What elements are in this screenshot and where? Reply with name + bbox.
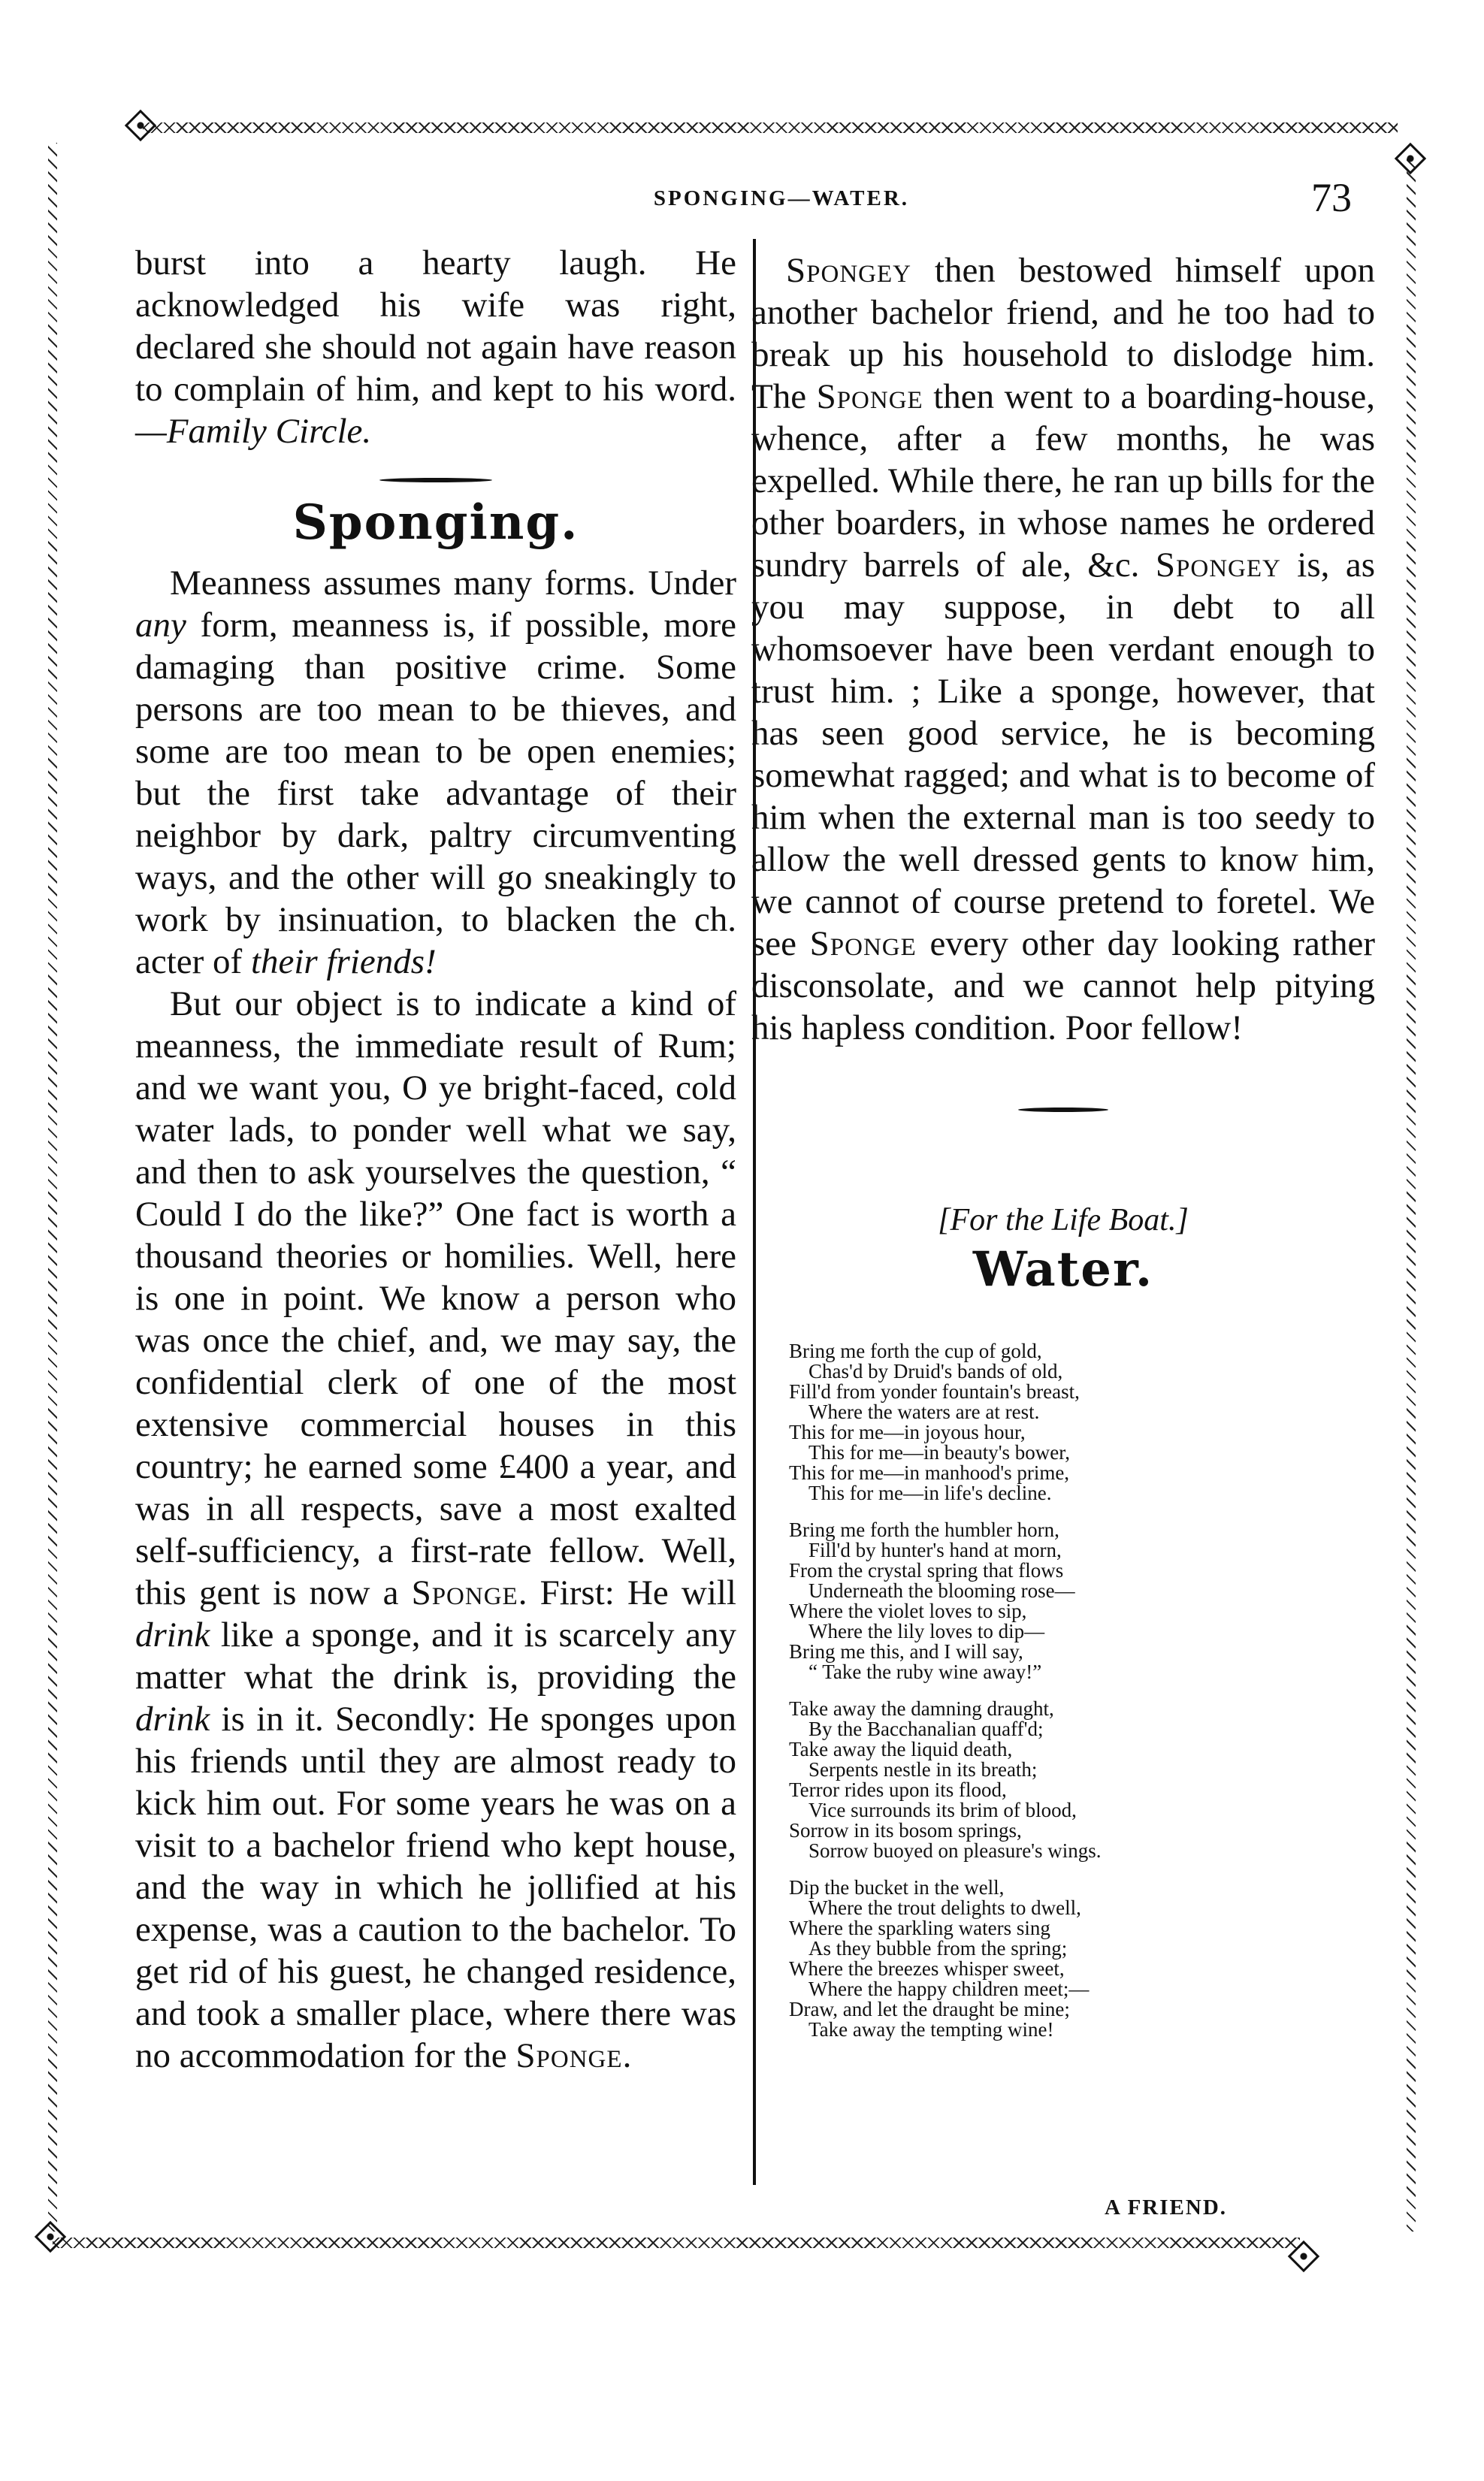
- poem-line: Sorrow buoyed on pleasure's wings.: [808, 1839, 1102, 1862]
- section-ornament: [1018, 1101, 1108, 1118]
- poem-line: Where the trout delights to dwell,: [808, 1896, 1081, 1919]
- section-ornament: [379, 472, 492, 488]
- section-title-sponging: Sponging.: [292, 494, 579, 551]
- decorative-border-bottom: [53, 2238, 1300, 2248]
- poem-line: Where the happy children meet;—: [808, 1978, 1090, 2000]
- paragraph-meanness: Meanness assumes many forms. Under any form, meanness is, if possible, more damaging than positive crime. Some persons are too mean to be thieves, and some are too mean to be open enemies; but the first take advantage of their neighbor by dark, paltry circumventing ways, and the other will go sneakingly to work by insinuation, to blacken the ch. acter of their friends!: [135, 564, 736, 981]
- poem-line: Vice surrounds its brim of blood,: [808, 1799, 1077, 1821]
- poem-line: Where the lily loves to dip—: [808, 1620, 1045, 1642]
- poem-line: By the Bacchanalian quaff'd;: [808, 1718, 1044, 1740]
- poem-line: Fill'd by hunter's hand at morn,: [808, 1539, 1062, 1561]
- poem-water: [789, 1341, 1285, 2056]
- poem-line: This for me—in manhood's prime,: [789, 1461, 1070, 1484]
- poem-line: Where the sparkling waters sing: [789, 1917, 1050, 1939]
- source-credit: —Family Circle.: [135, 412, 372, 451]
- poem-line: As they bubble from the spring;: [808, 1937, 1068, 1960]
- poem-line: Sorrow in its bosom springs,: [789, 1819, 1022, 1842]
- poem-line: Serpents nestle in its breath;: [808, 1758, 1038, 1781]
- poem-line: Bring me forth the humbler horn,: [789, 1519, 1059, 1541]
- left-column: [135, 242, 736, 2077]
- poem-signature: A FRIEND.: [1105, 2195, 1228, 2220]
- decorative-border-right: [1407, 158, 1416, 2232]
- border-corner-ornament: [1395, 143, 1426, 174]
- poem-line: “ Take the ruby wine away!”: [808, 1661, 1042, 1683]
- poem-line: This for me—in joyous hour,: [789, 1421, 1026, 1443]
- poem-stanza: [789, 1341, 1285, 1503]
- poem-line: Chas'd by Druid's bands of old,: [808, 1360, 1063, 1383]
- decorative-border-top: [143, 122, 1398, 133]
- decorative-border-left: [48, 143, 57, 2232]
- poem-line: Fill'd from yonder fountain's breast,: [789, 1380, 1080, 1403]
- poem-line: Where the waters are at rest.: [808, 1401, 1040, 1423]
- opening-paragraph: burst into a hearty laugh. He acknowledged his wife was right, declared she should not again have reason to complain of him, and kept to his word.—Family Circle.: [135, 243, 736, 451]
- poem-line: Where the breezes whisper sweet,: [789, 1957, 1065, 1980]
- poem-line: Take away the liquid death,: [789, 1738, 1013, 1760]
- poem-line: Where the violet loves to sip,: [789, 1600, 1027, 1622]
- poem-stanza: [789, 1878, 1285, 2040]
- poem-line: Dip the bucket in the well,: [789, 1876, 1005, 1899]
- poem-line: Take away the tempting wine!: [808, 2018, 1054, 2041]
- poem-line: Draw, and let the draught be mine;: [789, 1998, 1070, 2020]
- poem-line: Bring me forth the cup of gold,: [789, 1340, 1042, 1362]
- paragraph-spongey: Spongey then bestowed himself upon another bachelor friend, and he too had to break up his household to dislodge him. The Sponge then went to a boarding-house, whence, after a few months, he was expelled. While there, he ran up bills for the other boarders, in whose names he ordered sundry barrels of ale, &c. Spongey is, as you may suppose, in debt to all whomsoever have been verdant enough to trust him. ; Like a sponge, however, that has seen good service, he is becoming somewhat ragged; and what is to become of him when the external man is too seedy to allow the well dressed gents to know him, we cannot of course pretend to foretel. We see Sponge every other day looking rather disconsolate, and we cannot help pitying his hapless condition. Poor fellow!: [751, 251, 1375, 1047]
- poem-line: This for me—in life's decline.: [808, 1482, 1052, 1504]
- poem-stanza: [789, 1520, 1285, 1682]
- poem-line: Bring me this, and I will say,: [789, 1640, 1023, 1663]
- byline: [For the Life Boat.]: [938, 1203, 1189, 1237]
- poem-line: This for me—in beauty's bower,: [808, 1441, 1070, 1464]
- poem-stanza: [789, 1699, 1285, 1861]
- poem-line: Terror rides upon its flood,: [789, 1778, 1007, 1801]
- page-number: 73: [1311, 175, 1352, 220]
- border-corner-ornament: [125, 110, 156, 141]
- right-column: [751, 249, 1375, 1309]
- poem-line: From the crystal spring that flows: [789, 1559, 1064, 1582]
- paragraph-object: But our object is to indicate a kind of meanness, the immediate result of Rum; and we want you, O ye bright-faced, cold water lads, to ponder well what we say, and then to ask yourselves the question, “ Could I do the like?” One fact is worth a thousand theories or homilies. Well, here is one in point. We know a person who was once the chief, and, we may say, the confidential clerk of one of the most extensive commercial houses in this country; he earned some £400 a year, and was in all respects, save a most exalted self-sufficiency, a first-rate fellow. Well, this gent is now a Sponge. First: He will drink like a sponge, and it is scarcely any matter what the drink is, providing the drink is in it. Secondly: He sponges upon his friends until they are almost ready to kick him out. For some years he was on a visit to a bachelor friend who kept house, and the way in which he jollified at his expense, was a caution to the bachelor. To get rid of his guest, he changed residence, and took a smaller place, where there was no accommodation for the Sponge.: [135, 984, 736, 2075]
- poem-line: Take away the damning draught,: [789, 1697, 1054, 1720]
- poem-line: Underneath the blooming rose—: [808, 1579, 1075, 1602]
- running-header: SPONGING—WATER.: [653, 186, 910, 210]
- section-title-water: Water.: [972, 1241, 1154, 1298]
